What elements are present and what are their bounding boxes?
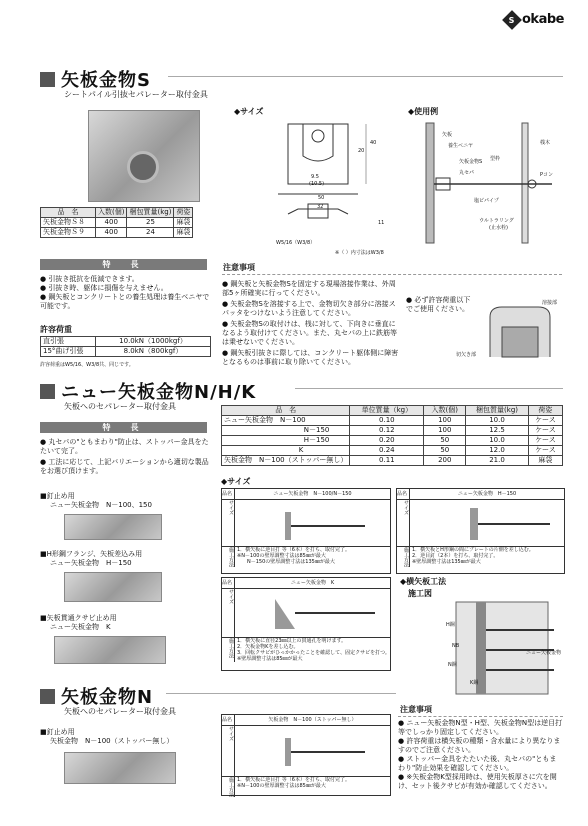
- sec3-cautions: [398, 719, 563, 791]
- list-item: ● 工法に応じて、上記バリエーションから適切な製品をお選び頂けます。: [40, 458, 209, 475]
- sec1-feature-bar: 特 長: [40, 259, 207, 270]
- heading-rule: [166, 693, 396, 694]
- logo-text: okabe: [522, 12, 564, 27]
- usage-drawing: [412, 118, 562, 248]
- list-item: ● ニュー矢板金物N型・H型、矢板金物N型は逆目打 等でしっかり固定してください。: [398, 719, 563, 736]
- sec1-spec-table: 品 名 入数(個) 梱包質量(kg) 荷姿 矢板金物Ｓ８ 400 25 麻袋 矢板金物Ｓ９ 400 24 麻袋: [40, 207, 193, 238]
- list-item: ● 許容荷重は横矢板の種類・含水量により異なりますのでご注意ください。: [398, 737, 561, 754]
- box-k: 品名 ニュー矢板金物 K サイズ 施工方法 1．横矢板に直径23㎜以上の貫通孔を明けます。 2．矢板金物Kを差し込む。 3．回転クサビがひっかかったことを確認して、固定クサビを打つ。 ※壁厚調整寸法は85㎜が最大: [221, 577, 391, 671]
- caution-extra: ● 必ず許容荷重以下でご使用ください。: [406, 296, 471, 313]
- list-item: ● 矢板金物Sを溶接する上で、金物切欠き部分に溶接スパッタをつけないよう注意してください。: [222, 300, 396, 317]
- list-item: ● 鋼矢板とコンクリートとの養生処理は養生ベニヤで可能です。: [40, 293, 210, 310]
- product-photo-s: [88, 110, 200, 202]
- table-row: H－150 0.20 50 10.0 ケース: [222, 436, 563, 446]
- list-item: ● 鋼矢板と矢板金物Sを固定する現場溶接作業は、外周部5ヶ所確実に行ってください。: [222, 280, 396, 297]
- table-row: 矢板金物 N－100（ストッパー無し） 0.11 200 21.0 麻袋: [222, 456, 563, 466]
- yoko-title: ◆横矢板工法: [400, 577, 447, 586]
- drawing-n: [235, 500, 385, 546]
- logo-mark-icon: S: [502, 10, 522, 30]
- box-n: 品名 ニュー矢板金物 N－100/N－150 サイズ 施工方法 1．横矢板に逆目打 等（6本）を打ち、取付完了。 ※N－100の壁厚調整寸法は85㎜が最大 N－150の壁厚調整寸法は135㎜が最大: [221, 488, 391, 574]
- heading-square-icon: [40, 384, 55, 399]
- sec1-features: [40, 275, 212, 311]
- sec1-subtitle: シートパイル引抜セパレーター取付金具: [64, 90, 208, 99]
- box-n100: 品名 矢板金物 N－100（ストッパー無し） サイズ 施工方法 1．横矢板に逆目打 等（6本）を打ち、取付完了。 ※N－100の壁厚調整寸法は85㎜が最大: [221, 714, 391, 796]
- allow-note: 許容荷重はW5/16、W3/8共、同じです。: [40, 362, 134, 368]
- list-item: ● 引抜き時、躯体に損傷を与えません。: [40, 284, 168, 292]
- sec3-subtitle: 矢板へのセパレーター取付金具: [64, 707, 176, 716]
- product-photo-n: [64, 514, 162, 540]
- table-row: 矢板金物Ｓ８ 400 25 麻袋: [41, 218, 193, 228]
- yoko-drawing: [404, 600, 560, 696]
- sec2-subtitle: 矢板へのセパレーター取付金具: [64, 402, 176, 411]
- allow-title: 許容荷重: [40, 325, 72, 334]
- sec2-feature-bar: 特 長: [40, 422, 207, 433]
- drawing-n100: [235, 726, 385, 776]
- table-row: 直引張 10.0kN（1000kgf）: [41, 337, 211, 347]
- heading-rule: [295, 388, 563, 389]
- table-row: N－150 0.12 100 12.5 ケース: [222, 426, 563, 436]
- drawing-h: [410, 500, 560, 546]
- list-item: ● ※矢板金物K型採用時は、使用矢板厚さに穴を開け、セット後クサビが有効か確認してください。: [398, 773, 557, 790]
- heading-square-icon: [40, 72, 55, 87]
- list-item: ● 鋼矢板引抜きに際しては、コンクリート躯体側に障害となるものは事前に取り除いてください。: [222, 349, 399, 366]
- list-item: ● ストッパー金具をたたいた後、丸セパの"ともまわり"防止効果を確認してください。: [398, 755, 557, 772]
- brand-logo: [505, 12, 564, 27]
- heading-rule: [168, 76, 563, 77]
- yoko-sub: 施工図: [408, 589, 432, 598]
- sec1-size-label: ◆サイズ: [234, 107, 264, 116]
- sec2-size-label: ◆サイズ: [221, 477, 251, 486]
- product-photo-k: [54, 636, 166, 664]
- heading-square-icon: [40, 689, 55, 704]
- sec1-caution-title: 注意事項: [223, 263, 255, 272]
- sec2-features: [40, 438, 212, 476]
- product-photo-n100: [64, 752, 176, 784]
- sec1-cautions: [222, 280, 400, 367]
- sec2-title: ニュー矢板金物N/H/K: [61, 382, 257, 403]
- sec3-title: 矢板金物N: [61, 687, 154, 708]
- box-h: 品名 ニュー矢板金物 H－150 サイズ 施工方法 1．横矢板とH形鋼の間にプレートの片側を差し込む。 2．逆目釘（2本）を打ち、取付完了。 ※壁厚調整寸法は135㎜が最大: [396, 488, 565, 574]
- dims-note: ※（ ）内寸法はW3/8: [335, 250, 384, 256]
- drawing-k: [235, 589, 385, 637]
- sec1-title: 矢板金物S: [61, 70, 151, 91]
- sec3-caution-title: 注意事項: [400, 705, 432, 714]
- table-row: ニュー矢板金物 N－100 0.10 100 10.0 ケース: [222, 416, 563, 426]
- table-row: 15°曲げ引張 8.0kN（800kgf）: [41, 347, 211, 357]
- list-item: ● 引抜き抵抗を低減できます。: [40, 275, 139, 283]
- table-row: K 0.24 50 12.0 ケース: [222, 446, 563, 456]
- product-photo-h: [64, 572, 162, 602]
- sec2-spec-table: 品 名 単位質量（kg） 入数(個) 梱包質量(kg) 荷姿 ニュー矢板金物 N－100 0.10 100 10.0 ケース N－150 0.12 100 12.5 ケース H－150 0.20 50 10.0 ケース K 0.24 50 12.0 ケース 矢板金物 N－100（ストッパー無し） 0.11 200 21.0 麻袋: [221, 405, 563, 466]
- sec1-usage-label: ◆使用例: [408, 107, 439, 116]
- allow-table: [40, 336, 211, 357]
- list-item: ● 矢板金物Sの取付けは、桟に対して、下向きに垂直になるよう取付けてください。また、丸セパの上に鉄筋等は乗せないでください。: [222, 320, 397, 346]
- size-drawing-s: [268, 114, 398, 246]
- table-row: 矢板金物Ｓ９ 400 24 麻袋: [41, 228, 193, 238]
- list-item: ● 丸セパの"ともまわり"防止は、ストッパー金具をたたいて完了。: [40, 438, 209, 455]
